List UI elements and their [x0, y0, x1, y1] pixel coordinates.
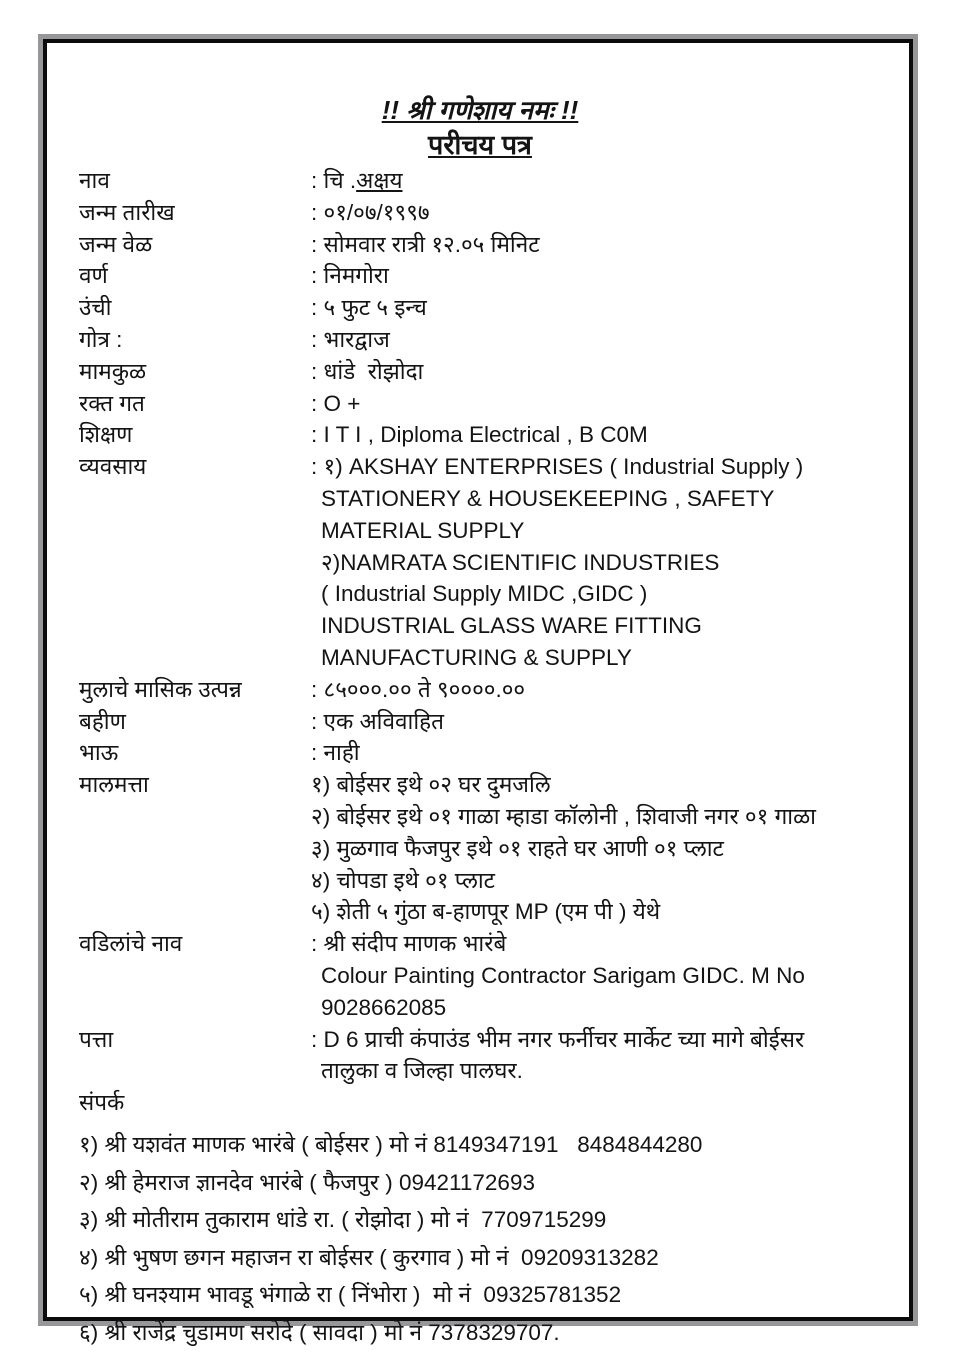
field-value — [311, 1087, 881, 1119]
page-border-shadow — [38, 34, 918, 1345]
contacts-section — [79, 1126, 881, 1352]
field-value: STATIONERY & HOUSEKEEPING , SAFETY MATERIAL SUPPLY — [321, 485, 781, 543]
field-row-property-line4 — [79, 865, 881, 897]
field-row-sister — [79, 706, 881, 738]
field-value: : नाही — [311, 740, 360, 766]
field-label — [79, 1055, 311, 1087]
field-value: : ८५०००.०० ते ९००००.०० — [311, 676, 526, 702]
invocation-title: !! श्री गणेशाय नमः !! — [381, 95, 579, 125]
field-value: : ०१/०७/१९९७ — [311, 199, 430, 225]
name-prefix: : चि . — [311, 168, 357, 193]
page-title: परीचय पत्र — [428, 130, 532, 160]
field-label — [79, 801, 311, 833]
contacts-heading: संपर्क — [79, 1090, 125, 1116]
field-value: १) बोईसर इथे ०२ घर दुमजलि — [311, 772, 551, 798]
field-row-mamakul — [79, 356, 881, 388]
field-row-height — [79, 292, 881, 324]
field-label: गोत्र : — [79, 326, 123, 352]
field-label — [79, 896, 311, 928]
field-value: Colour Painting Contractor Sarigam GIDC. M No 9028662085 — [321, 962, 812, 1020]
field-row-property — [79, 769, 881, 801]
field-value — [311, 165, 881, 197]
field-value: : धांडे रोझोदा — [311, 358, 424, 384]
field-value: : श्री संदीप माणक भारंबे — [311, 931, 507, 957]
name-underlined: अक्षय — [356, 168, 403, 193]
field-row-father-occupation — [79, 960, 881, 1024]
field-value: : एक अविवाहित — [311, 708, 444, 734]
field-row-occupation-line5 — [79, 610, 881, 674]
field-row-property-line3 — [79, 833, 881, 865]
field-label — [79, 610, 311, 674]
field-row-contact-heading — [79, 1087, 881, 1119]
field-row-occupation-line2 — [79, 483, 881, 547]
contact-line: ३) श्री मोतीराम तुकाराम धांडे रा. ( रोझोदा ) मो नं 7709715299 — [79, 1207, 607, 1233]
field-value: ५) शेती ५ गुंठा ब-हाणपूर MP (एम पी ) येथे — [311, 899, 661, 925]
contact-line: ६) श्री राजेंद्र चुडामण सरोदे ( सावदा ) मो नं 7378329707. — [79, 1319, 560, 1345]
field-value: : O + — [311, 390, 361, 416]
contact-line: २) श्री हेमराज ज्ञानदेव भारंबे ( फैजपुर ) 09421172693 — [79, 1169, 535, 1195]
field-row-address — [79, 1024, 881, 1056]
field-label — [79, 483, 311, 547]
contact-line: १) श्री यशवंत माणक भारंबे ( बोईसर ) मो नं 8149347191 8484844280 — [79, 1131, 703, 1157]
field-value: : निमगोरा — [311, 263, 389, 289]
field-label: उंची — [79, 295, 112, 321]
field-value: : १) AKSHAY ENTERPRISES ( Industrial Supply ) — [311, 454, 804, 480]
field-row-blood-group — [79, 388, 881, 420]
field-row-address-line2 — [79, 1055, 881, 1087]
page-border — [43, 39, 913, 1345]
field-value: २) बोईसर इथे ०१ गाळा म्हाडा कॉलोनी , शिवाजी नगर ०१ गाळा — [311, 803, 816, 829]
field-row-complexion — [79, 260, 881, 292]
field-row-father-name — [79, 928, 881, 960]
field-label: जन्म तारीख — [79, 199, 175, 225]
field-label: पत्ता — [79, 1026, 114, 1052]
contact-line: ४) श्री भुषण छगन महाजन रा बोईसर ( कुरगाव ) मो नं 09209313282 — [79, 1244, 659, 1270]
field-label: जन्म वेळ — [79, 231, 153, 257]
field-value: : सोमवार रात्री १२.०५ मिनिट — [311, 231, 540, 257]
document-header — [79, 93, 881, 163]
field-row-gotra — [79, 324, 881, 356]
field-value: ४) चोपडा इथे ०१ प्लाट — [311, 867, 496, 893]
field-label: मामकुळ — [79, 358, 147, 384]
field-row-monthly-income — [79, 674, 881, 706]
field-row-brother — [79, 737, 881, 769]
field-row-education — [79, 419, 881, 451]
field-label: व्यवसाय — [79, 454, 147, 480]
field-label: वर्ण — [79, 263, 108, 289]
field-label: भाऊ — [79, 740, 119, 766]
field-row-birth-date — [79, 197, 881, 229]
field-row-name — [79, 165, 881, 197]
contact-line: ५) श्री घनश्याम भावडू भंगाळे रा ( निंभोरा ) मो नं 09325781352 — [79, 1282, 622, 1308]
field-row-property-line2 — [79, 801, 881, 833]
field-label: रक्त गत — [79, 390, 145, 416]
field-label: वडिलांचे नाव — [79, 931, 183, 957]
field-label: मुलाचे मासिक उत्पन्न — [79, 676, 242, 702]
field-label — [79, 833, 311, 865]
field-label — [79, 578, 311, 610]
fields-section — [79, 165, 881, 1119]
field-value: ( Industrial Supply MIDC ,GIDC ) — [321, 581, 648, 607]
field-value: : भारद्वाज — [311, 326, 390, 352]
field-value: : ५ फुट ५ इन्च — [311, 295, 427, 321]
field-label — [79, 547, 311, 579]
field-label — [79, 960, 311, 1024]
field-row-property-line5 — [79, 896, 881, 928]
field-row-occupation-line3 — [79, 547, 881, 579]
field-label: मालमत्ता — [79, 772, 149, 798]
field-value: INDUSTRIAL GLASS WARE FITTING MANUFACTURING & SUPPLY — [321, 613, 709, 670]
field-row-birth-time — [79, 229, 881, 261]
field-label: नाव — [79, 168, 110, 193]
field-label: बहीण — [79, 708, 126, 734]
field-value: : I T I , Diploma Electrical , B C0M — [311, 422, 648, 448]
field-value: ३) मुळगाव फैजपुर इथे ०१ राहते घर आणी ०१ प्लाट — [311, 835, 724, 861]
field-value: २)NAMRATA SCIENTIFIC INDUSTRIES — [321, 549, 720, 575]
field-label — [79, 865, 311, 897]
field-row-occupation-line4 — [79, 578, 881, 610]
field-row-occupation — [79, 451, 881, 483]
field-label: शिक्षण — [79, 422, 133, 448]
field-value: तालुका व जिल्हा पालघर. — [321, 1058, 523, 1084]
field-value: : D 6 प्राची कंपाउंड भीम नगर फर्नीचर मार्केट च्या मागे बोईसर — [311, 1026, 805, 1052]
